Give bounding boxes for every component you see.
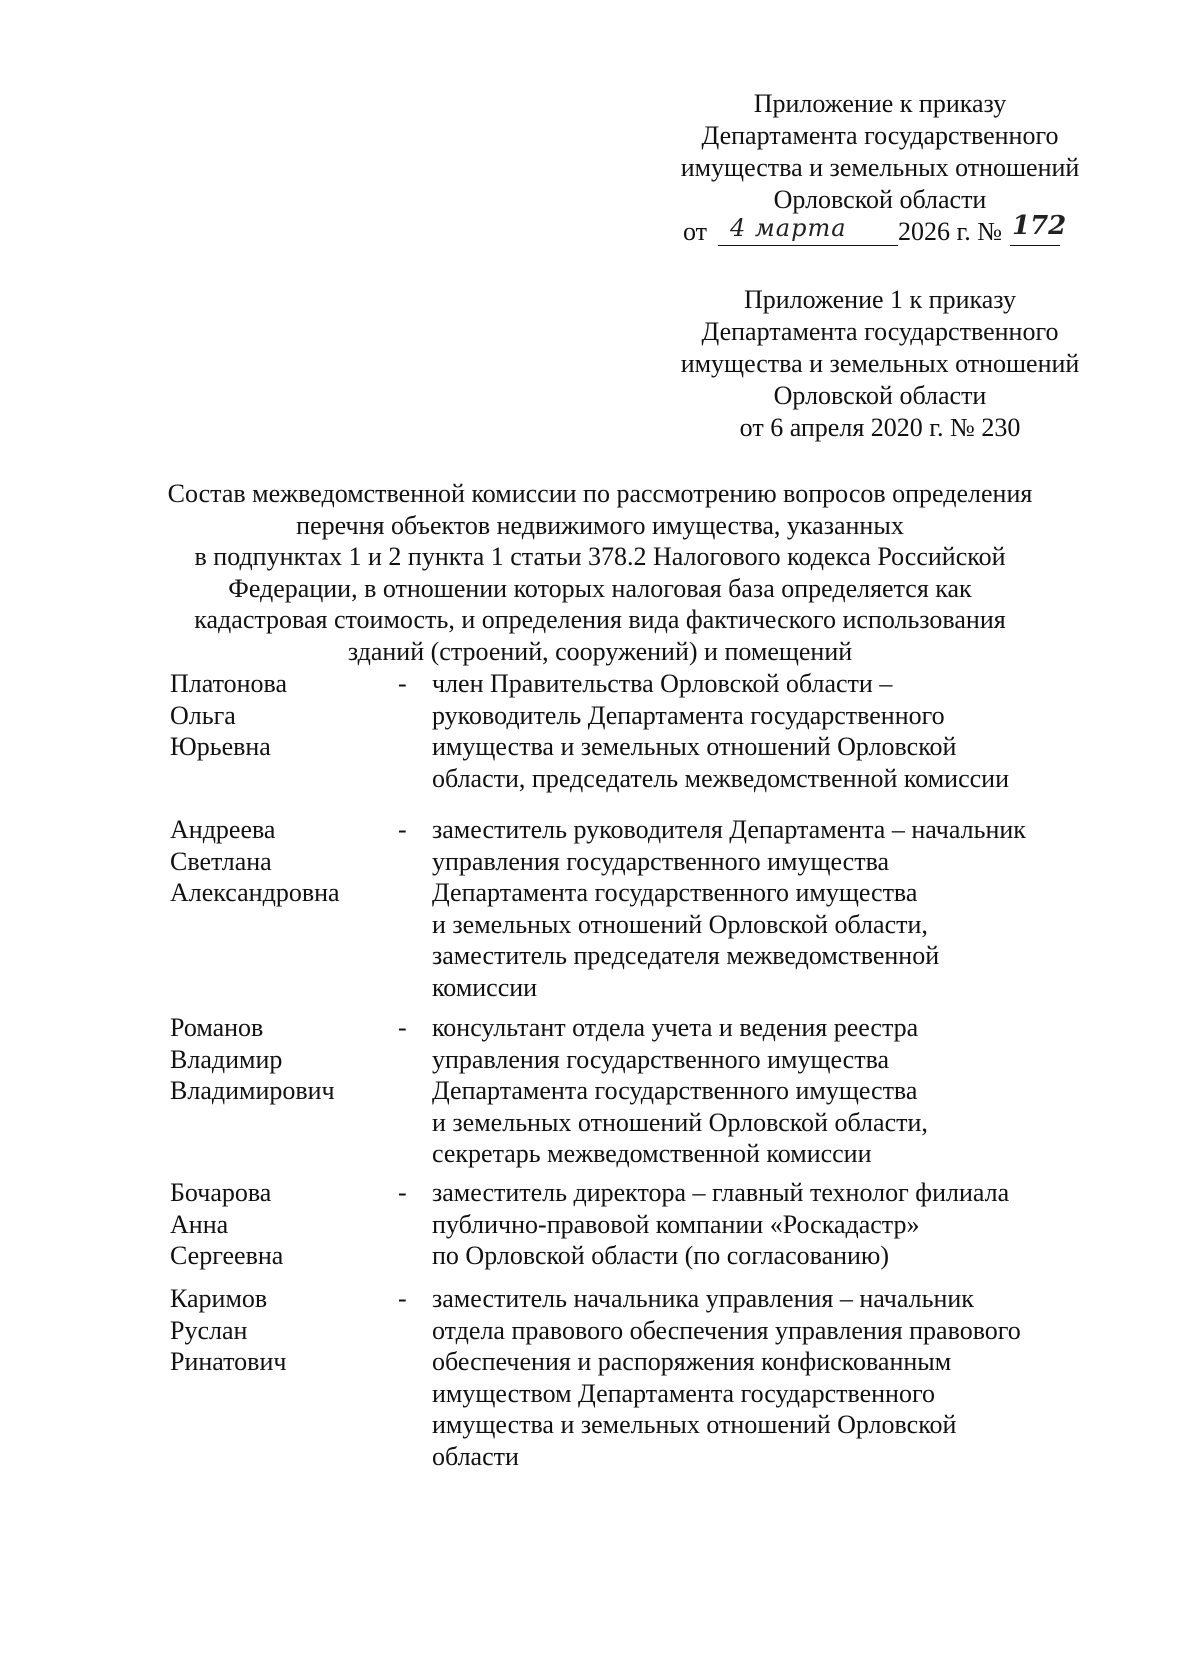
member-role: [432, 668, 1092, 794]
role-line: Департамента государственного имущества: [432, 878, 918, 907]
first-name: Руслан: [170, 1315, 248, 1345]
role-line: и земельных отношений Орловской области,: [432, 1107, 928, 1137]
role-line: заместитель директора – главный технолог филиала: [432, 1178, 1010, 1207]
member-name: [170, 1177, 390, 1272]
patronymic: Владимирович: [170, 1076, 335, 1105]
role-line: комиссии: [432, 972, 538, 1002]
role-line: имущества и земельных отношений Орловской: [432, 1410, 957, 1439]
appendix-1-line: имущества и земельных отношений: [680, 349, 1080, 378]
role-line: управления государственного имущества: [432, 846, 890, 876]
role-line: обеспечения и распоряжения конфискованным: [432, 1347, 952, 1376]
title-line: перечня объектов недвижимого имущества, указанных: [296, 510, 904, 540]
role-line: по Орловской области (по согласованию): [432, 1241, 890, 1270]
title-line: кадастровая стоимость, и определения вида фактического использования: [194, 605, 1006, 634]
role-line: заместитель председателя межведомственной: [432, 941, 940, 970]
role-line: член Правительства Орловской области –: [432, 669, 893, 698]
number-underline: [1010, 245, 1060, 246]
separator-dash: -: [398, 1178, 407, 1207]
appendix-1-line: Приложение 1 к приказу: [743, 285, 1016, 314]
title-line: Федерации, в отношении которых налоговая база определяется как: [228, 573, 972, 603]
member-name: [170, 1012, 390, 1107]
separator-dash: -: [398, 1013, 407, 1042]
separator-dash: -: [398, 1284, 407, 1313]
role-line: консультант отдела учета и ведения реестра: [432, 1013, 919, 1042]
role-line: области, председатель межведомственной комиссии: [432, 763, 1010, 793]
document-title: [100, 478, 1100, 667]
member-name: [170, 814, 390, 909]
handwritten-date: 4 марта: [730, 214, 847, 242]
surname: Романов: [170, 1013, 264, 1042]
title-line: Состав межведомственной комиссии по рассмотрению вопросов определения: [167, 479, 1033, 508]
surname: Каримов: [170, 1284, 268, 1313]
order-date-line: [580, 211, 1180, 248]
first-name: Владимир: [170, 1044, 283, 1074]
member-role: [432, 1283, 1092, 1472]
first-name: Светлана: [170, 846, 272, 876]
member-name: [170, 1283, 390, 1378]
role-line: руководитель Департамента государственного: [432, 700, 945, 730]
surname: Платонова: [170, 669, 288, 698]
separator-dash: -: [398, 669, 407, 698]
surname: Бочарова: [170, 1178, 272, 1207]
patronymic: Александровна: [170, 878, 340, 907]
title-line: в подпунктах 1 и 2 пункта 1 статьи 378.2 Налогового кодекса Российской: [194, 542, 1006, 571]
role-line: Департамента государственного имущества: [432, 1076, 918, 1105]
appendix-line: Приложение к приказу: [753, 89, 1007, 118]
surname: Андреева: [170, 815, 276, 844]
member-role: [432, 1012, 1092, 1170]
member-role: [432, 1177, 1092, 1272]
role-line: отдела правового обеспечения управления правового: [432, 1315, 1021, 1345]
appendix-1-header: [580, 284, 1180, 444]
role-line: публично-правовой компании «Роскадастр»: [432, 1209, 920, 1239]
date-underline: [718, 245, 898, 246]
role-line: управления государственного имущества: [432, 1044, 890, 1074]
first-name: Анна: [170, 1209, 229, 1239]
member-role: [432, 814, 1092, 1003]
first-name: Ольга: [170, 700, 236, 730]
patronymic: Юрьевна: [170, 732, 271, 761]
title-line: зданий (строений, сооружений) и помещений: [347, 636, 853, 666]
appendix-header: [580, 88, 1180, 248]
patronymic: Сергеевна: [170, 1241, 284, 1270]
role-line: заместитель начальника управления – начальник: [432, 1284, 974, 1313]
role-line: заместитель руководителя Департамента – начальник: [432, 815, 1026, 844]
role-line: секретарь межведомственной комиссии: [432, 1139, 872, 1168]
handwritten-number: 172: [1012, 211, 1067, 241]
date-prefix: от: [683, 217, 708, 246]
appendix-1-line: от 6 апреля 2020 г. № 230: [739, 413, 1021, 442]
appendix-line: Орловской области: [773, 185, 987, 214]
appendix-1-line: Орловской области: [773, 381, 987, 410]
patronymic: Ринатович: [170, 1347, 287, 1376]
appendix-1-line: Департамента государственного: [701, 317, 1059, 346]
separator-dash: -: [398, 815, 407, 844]
year-number-label: 2026 г. №: [898, 217, 1003, 246]
member-name: [170, 668, 390, 763]
role-line: имуществом Департамента государственного: [432, 1378, 935, 1408]
appendix-line: Департамента государственного: [701, 121, 1059, 150]
appendix-line: имущества и земельных отношений: [680, 153, 1080, 182]
role-line: и земельных отношений Орловской области,: [432, 909, 928, 939]
role-line: имущества и земельных отношений Орловской: [432, 732, 957, 761]
role-line: области: [432, 1441, 519, 1471]
